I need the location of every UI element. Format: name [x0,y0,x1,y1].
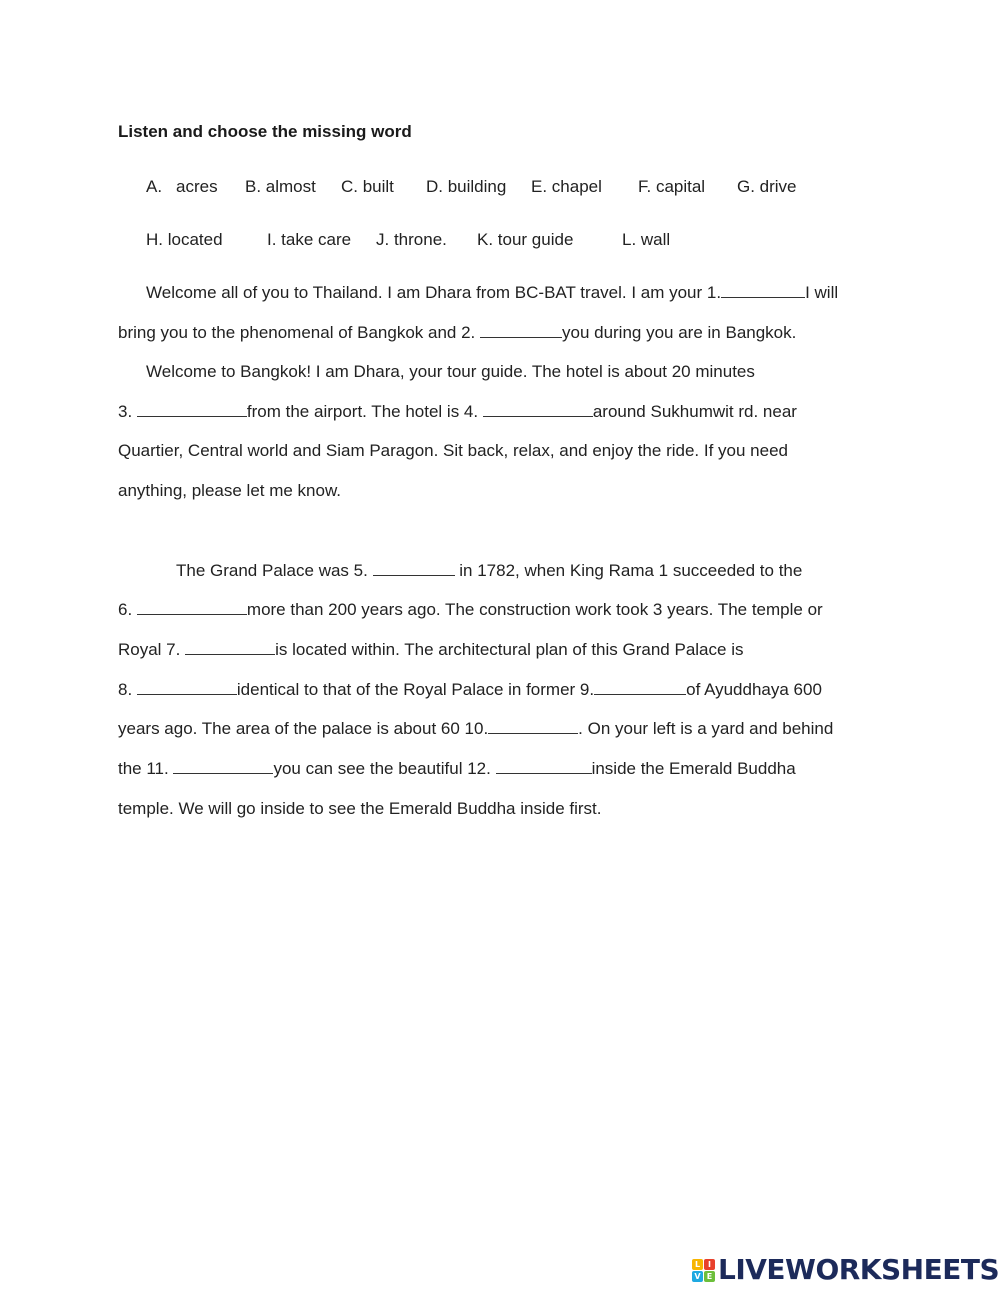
para3-text-h: identical to that of the Royal Palace in former 9. [236,680,595,699]
option-l: L. wall [622,230,671,249]
para3-text-b: in 1782, when King Rama 1 succeeded to the [454,561,803,580]
liveworksheets-logo[interactable] [692,1254,999,1286]
para3-text-a: The Grand Palace was 5. [176,561,373,580]
blank-6[interactable] [137,600,247,615]
para2-line3 [118,441,788,461]
para3-line2 [118,600,823,620]
para2-text-f: anything, please let me know. [118,481,342,500]
blank-2[interactable] [480,323,562,338]
para2-text-d: around Sukhumwit rd. near [592,402,797,421]
para1-text-a: Welcome all of you to Thailand. I am Dhara from BC-BAT travel. I am your 1. [146,283,722,302]
option-h: H. located [146,230,223,249]
option-a-word: acres [176,177,218,196]
para2-text-e: Quartier, Central world and Siam Paragon. Sit back, relax, and enjoy the ride. If you need [118,441,788,460]
para3-line3 [118,640,743,660]
para2-line4 [118,481,341,501]
logo-letter-i: I [704,1259,715,1270]
blank-11[interactable] [173,759,273,774]
para1-line1 [146,283,838,303]
para2-text-c: from the airport. The hotel is 4. [246,402,483,421]
blank-1[interactable] [721,283,805,298]
option-a-letter: A. [146,177,163,196]
para3-text-g: 8. [118,680,137,699]
logo-letter-e: E [704,1271,715,1282]
option-i: I. take care [267,230,352,249]
para3-text-c: 6. [118,600,137,619]
option-c: C. built [341,177,394,196]
logo-letter-l: L [692,1259,703,1270]
blank-3[interactable] [137,402,247,417]
para3-line1 [176,561,802,581]
para3-line6 [118,759,796,779]
para3-text-d: more than 200 years ago. The construction work took 3 years. The temple or [246,600,823,619]
para3-text-f: is located within. The architectural plan of this Grand Palace is [275,640,744,659]
blank-12[interactable] [496,759,592,774]
para3-text-m: you can see the beautiful 12. [273,759,496,778]
option-j: J. throne. [376,230,447,249]
para3-text-o: temple. We will go inside to see the Emerald Buddha inside first. [118,799,602,818]
para3-line7 [118,799,602,819]
para3-line4 [118,680,822,700]
para3-text-e: Royal 7. [118,640,186,659]
para2-text-a: Welcome to Bangkok! I am Dhara, your tour guide. The hotel is about 20 minutes [146,362,755,381]
blank-4[interactable] [483,402,593,417]
option-g: G. drive [737,177,797,196]
para3-text-j: years ago. The area of the palace is about 60 10. [118,719,489,738]
para3-text-i: of Ayuddhaya 600 [686,680,822,699]
para2-text-b: 3. [118,402,137,421]
para3-text-l: the 11. [118,759,174,778]
para3-text-n: inside the Emerald Buddha [591,759,796,778]
para1-text-b: I will [805,283,839,302]
logo-text: LIVEWORKSHEETS [718,1253,1000,1286]
para2-line1 [146,362,755,382]
para3-line5 [118,719,833,739]
blank-5[interactable] [373,561,455,576]
para2-line2 [118,402,797,422]
option-b: B. almost [245,177,316,196]
para3-text-k: . On your left is a yard and behind [578,719,834,738]
blank-8[interactable] [137,680,237,695]
option-e: E. chapel [531,177,602,196]
para1-line2 [118,323,796,343]
blank-10[interactable] [488,719,578,734]
option-k: K. tour guide [477,230,574,249]
para1-text-d: you during you are in Bangkok. [561,323,797,342]
logo-mark-icon [692,1259,715,1282]
blank-7[interactable] [185,640,275,655]
option-d: D. building [426,177,507,196]
blank-9[interactable] [594,680,686,695]
worksheet-title: Listen and choose the missing word [118,122,412,141]
option-f: F. capital [638,177,706,196]
logo-letter-v: V [692,1271,703,1282]
para1-text-c: bring you to the phenomenal of Bangkok and 2. [118,323,480,342]
